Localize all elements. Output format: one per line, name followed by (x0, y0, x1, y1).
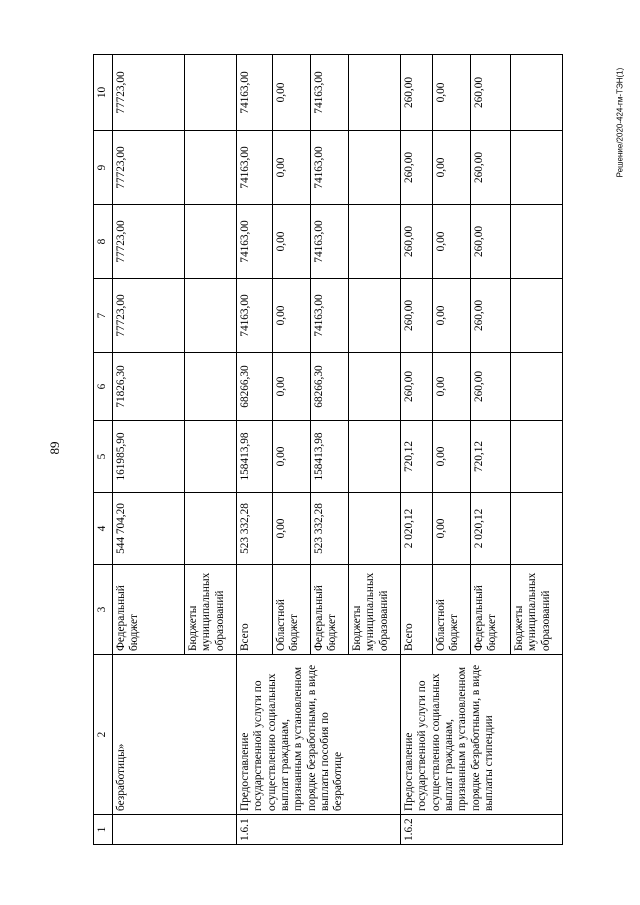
value-cell: 77723,00 (113, 205, 185, 279)
value-cell: 260,00 (471, 205, 511, 279)
value-cell (349, 353, 401, 421)
row-number-cell (113, 815, 237, 845)
value-cell: 74163,00 (237, 279, 273, 353)
measure-name-cell: Предоставление государственной услуги по осуществлению социальных выплат гражданам, признанным в установленном порядке безработными, в виде выплаты пособия по безработице (237, 655, 401, 815)
value-cell: 544 704,20 (113, 493, 185, 565)
table-rotation-frame (93, 55, 552, 845)
budget-source-cell: Федеральный бюджет (113, 565, 185, 655)
budget-source-cell: Всего (401, 565, 433, 655)
value-cell: 0,00 (273, 421, 311, 493)
value-cell: 158413,98 (237, 421, 273, 493)
value-cell: 74163,00 (311, 131, 349, 205)
budget-source-cell: Областной бюджет (433, 565, 471, 655)
value-cell: 0,00 (433, 493, 471, 565)
value-cell: 260,00 (471, 131, 511, 205)
value-cell: 2 020,12 (401, 493, 433, 565)
table-row (401, 55, 433, 845)
header-cell: 5 (94, 421, 113, 493)
table-row (237, 55, 273, 845)
value-cell (185, 55, 237, 131)
value-cell: 720,12 (401, 421, 433, 493)
value-cell: 2 020,12 (471, 493, 511, 565)
budget-table (93, 54, 563, 845)
value-cell: 0,00 (273, 131, 311, 205)
value-cell: 0,00 (433, 131, 471, 205)
header-cell: 4 (94, 493, 113, 565)
value-cell: 74163,00 (237, 131, 273, 205)
measure-name-cell: безработицы» (113, 655, 237, 815)
budget-source-cell: Федеральный бюджет (471, 565, 511, 655)
value-cell (511, 279, 563, 353)
budget-source-cell: Бюджеты муниципальных образований (511, 565, 563, 655)
value-cell: 161985,90 (113, 421, 185, 493)
budget-source-cell: Федеральный бюджет (311, 565, 349, 655)
budget-source-cell: Областной бюджет (273, 565, 311, 655)
header-cell: 6 (94, 353, 113, 421)
value-cell (185, 205, 237, 279)
value-cell (185, 279, 237, 353)
value-cell (349, 421, 401, 493)
value-cell: 523 332,28 (237, 493, 273, 565)
value-cell: 0,00 (433, 55, 471, 131)
header-cell: 10 (94, 55, 113, 131)
value-cell: 74163,00 (237, 205, 273, 279)
value-cell (511, 55, 563, 131)
table-row (113, 55, 185, 845)
value-cell: 77723,00 (113, 55, 185, 131)
value-cell: 74163,00 (237, 55, 273, 131)
value-cell: 0,00 (433, 353, 471, 421)
header-row (94, 55, 113, 845)
value-cell: 71826,30 (113, 353, 185, 421)
header-cell: 1 (94, 815, 113, 845)
value-cell: 74163,00 (311, 205, 349, 279)
budget-source-cell: Всего (237, 565, 273, 655)
value-cell (185, 353, 237, 421)
value-cell (511, 493, 563, 565)
value-cell: 158413,98 (311, 421, 349, 493)
value-cell: 260,00 (401, 279, 433, 353)
row-number-cell: 1.6.1 (237, 815, 401, 845)
value-cell: 260,00 (401, 353, 433, 421)
value-cell: 260,00 (401, 55, 433, 131)
table-container (93, 55, 552, 845)
value-cell (511, 421, 563, 493)
value-cell: 77723,00 (113, 279, 185, 353)
value-cell: 0,00 (273, 493, 311, 565)
value-cell: 0,00 (273, 205, 311, 279)
value-cell: 260,00 (471, 353, 511, 421)
value-cell (185, 421, 237, 493)
value-cell: 0,00 (273, 353, 311, 421)
value-cell: 720,12 (471, 421, 511, 493)
value-cell: 0,00 (433, 205, 471, 279)
value-cell: 260,00 (471, 55, 511, 131)
header-cell: 2 (94, 655, 113, 815)
header-cell: 3 (94, 565, 113, 655)
value-cell (349, 55, 401, 131)
measure-name-cell: Предоставление государственной услуги по осуществлению социальных выплат гражданам, признанным в установленном порядке безработными, в виде выплаты стипендии (401, 655, 563, 815)
value-cell: 0,00 (433, 421, 471, 493)
value-cell (349, 493, 401, 565)
value-cell: 260,00 (401, 205, 433, 279)
value-cell: 523 332,28 (311, 493, 349, 565)
value-cell (349, 279, 401, 353)
header-cell: 9 (94, 131, 113, 205)
row-number-cell: 1.6.2 (401, 815, 563, 845)
page-number: 89 (47, 441, 62, 455)
value-cell (349, 205, 401, 279)
header-cell: 7 (94, 279, 113, 353)
value-cell: 260,00 (471, 279, 511, 353)
value-cell (511, 131, 563, 205)
value-cell (185, 493, 237, 565)
value-cell (511, 205, 563, 279)
value-cell: 77723,00 (113, 131, 185, 205)
value-cell (511, 353, 563, 421)
value-cell: 74163,00 (311, 279, 349, 353)
document-id: Решение/2020-424-гм-ТЭН(1) (615, 67, 625, 178)
value-cell (349, 131, 401, 205)
value-cell: 68266,30 (311, 353, 349, 421)
value-cell: 74163,00 (311, 55, 349, 131)
value-cell: 260,00 (401, 131, 433, 205)
value-cell: 0,00 (433, 279, 471, 353)
budget-source-cell: Бюджеты муниципальных образований (185, 565, 237, 655)
value-cell: 68266,30 (237, 353, 273, 421)
header-cell: 8 (94, 205, 113, 279)
value-cell (185, 131, 237, 205)
budget-source-cell: Бюджеты муниципальных образований (349, 565, 401, 655)
value-cell: 0,00 (273, 279, 311, 353)
value-cell: 0,00 (273, 55, 311, 131)
